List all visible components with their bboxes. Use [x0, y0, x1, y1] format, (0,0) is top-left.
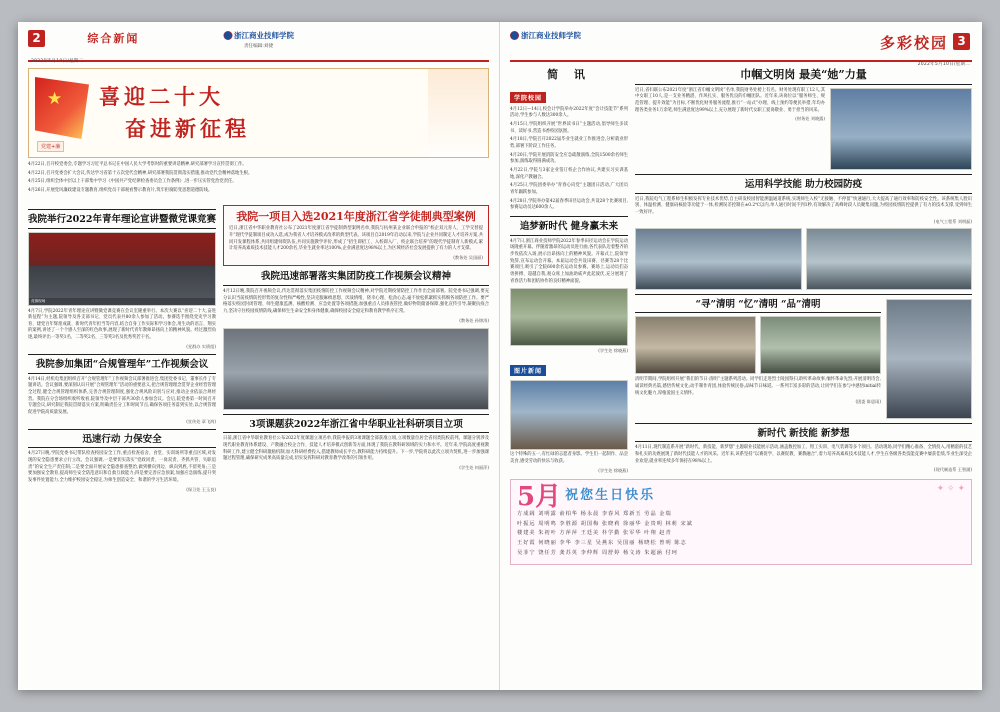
- left-masthead-date: 2022年5月10日/星期二: [31, 59, 84, 64]
- right-article-body-2: [635, 197, 972, 217]
- right-article-photo-0: [510, 288, 628, 346]
- left-section-title: 综合新闻: [87, 32, 140, 45]
- right-article-text-0: 浙江商业技师学院2022年春季田径运动会在学院运动场隆重开幕。伴随着激昂的运动员进行曲,各代表队迈着整齐的步伐依次入场,展示出昂扬向上的精神风貌。开幕式上,院领导致辞,宣布运动会开幕。本届运动会共设田赛、径赛等28个比赛项目,吸引了全院600余名运动员参赛。赛场上,运动员们奋勇拼搏、超越自我,观众席上加油助威声此起彼伏,充分展现了青春活力和团结协作的良好精神面貌。: [510, 238, 629, 284]
- brief-title: 简 讯: [547, 68, 591, 81]
- article-text-2: 学院党委书记带队检查校园安全工作,重点检查宿舍、食堂、实训场所等重点区域,对发现的安全隐患要求立行立改。会议强调,一是要切实落实“党政同责、一岗双责、齐抓共管、失职追责”的安全生产责任制;二是要全面开展安全隐患排查整治,做到横向到边、纵向到底,不留死角;三是要加强安全教育,提高师生安全防范意识和自救互救能力;四是要完善应急预案,加强应急演练,提升突发事件处置能力,全力维护校园安全稳定,为师生创造安全、和谐的学习生活环境。: [28, 451, 216, 484]
- right-article-text-2: 我院电气工程系师生积极发挥专业技术优势,自主研发校园智能测温通道系统,实现师生入校“无接触、不停留”快速通行,大大提高了通行效率和防疫安全性。该系统集人脸识别、体温检测、健康码核验等功能于一体,检测误差控制在±0.2℃以内,单人通行时间不到1秒,有效解决了高峰时段人员聚集问题,为校园疫情防控提供了有力的技术支撑,受到师生一致好评。: [635, 196, 973, 215]
- brief-item-2: 4月18日,学院召开2022届毕业生就业工作推进会,分析就业形势,部署下阶段工作任务。: [510, 137, 628, 150]
- birthday-names: [517, 510, 965, 559]
- right-article-date-3: 清明节期间,: [635, 377, 658, 383]
- article-text-3: 浙江省中华职业教育社公布了2021年度浙江省学徒制典型案例名单,我院与杭州某企业联合申报的“校企双元育人、工学交替提升”现代学徒制项目成功入选,成为我省人才培养模式改革的典型代表。该项目自2019年启动以来,学院与企业共同制定人才培养方案,共同开发课程体系,共同组建师资队伍,共同实施教学评价,形成了“招生即招工、入校即入厂、校企联合培养”的现代学徒制育人新模式,累计培养高素质技术技能人才200余名,毕业生就业率达100%,企业满意度达98%以上,为区域经济社会发展提供了有力的人才支撑。: [229, 226, 483, 252]
- article3-row: [635, 299, 972, 419]
- article3-left: [635, 299, 881, 419]
- article-date-3: 近日,: [229, 226, 240, 232]
- brief-item-3: 4月20日,学院开展消防安全应急疏散演练,全院1500余名师生参加,演练取得圆满成功。: [510, 152, 628, 165]
- left-masthead: [28, 30, 489, 62]
- right-article-date-2: 近日,: [635, 196, 646, 202]
- right-article-date-1: 近日,: [635, 87, 646, 93]
- birthday-names-row-0: 方成阔 刘明露 俞柏华 杨永晨 李春风 郑新玉 劳晶 金瑞: [517, 510, 672, 517]
- right-article-date-4: 4月11日,: [635, 445, 654, 451]
- article-body-5: [223, 436, 489, 463]
- birthday-names-row-4: 吴菲宁 饶任芳 龚苏英 李仲辉 周舒婷 杨文涛 朱超涵 付珂: [517, 550, 678, 557]
- divider-2: [28, 354, 216, 355]
- birthday-month: 5月: [517, 481, 562, 512]
- bullet-1: 4月22日,召开党委会扩大会议,传达学习省第十五次党代会精神,研究部署我院贯彻落实措施,推动党代会精神落地生根。: [28, 170, 253, 176]
- right-article-title-0: 追梦新时代 健身赢未来: [510, 221, 628, 236]
- confetti-icon: ✦ ✧ ✦: [936, 483, 965, 494]
- article-title-1: 我院参加集团“合规管理年”工作视频会议: [28, 359, 216, 374]
- newspaper-logo: [223, 30, 294, 41]
- photo-grid-2: [635, 316, 881, 374]
- divider-3: [28, 429, 216, 430]
- divider-1: [28, 209, 216, 210]
- brief-tag: 学院校园: [510, 92, 546, 103]
- right-article-title-3: “寻”清明 “忆”清明 “品”清明: [635, 299, 881, 314]
- article-text-0: 学院2022年青年理论宣讲暨微党课竞赛在会议室隆重举行。本次大赛以“喜迎二十大,奋进新征程”为主题,院领导及各支部书记、党员代表共80余人参加了活动。参赛选手围绕党史学习教育、建党百年辉煌成就、新时代青年担当等内容,结合自身工作实际和学习体会,用生动的语言、翔实的案例,讲述了一个个感人至深的红色故事,展现了新时代青年教师昂扬向上的精神风貌。经过激烈角逐,最终评出一等奖1名、二等奖2名、三等奖3名及优秀奖若干名。: [28, 308, 216, 341]
- article-date-5: 日前,: [223, 436, 234, 442]
- article-body-4: [223, 289, 489, 316]
- article-title-2: 迅速行动 力保安全: [28, 434, 216, 449]
- grid-photo-1: [635, 228, 802, 290]
- article-byline-5: (学生处 何丽萍): [459, 465, 489, 470]
- right-article-byline-1: (财务处 刘晓露): [795, 116, 825, 122]
- right-article-title-4: 新时代 新技能 新梦想: [635, 428, 972, 443]
- left-col-2: [223, 205, 489, 471]
- banner-star-icon: ★: [47, 89, 63, 109]
- article-date-0: 4月7日,: [28, 308, 44, 314]
- emblem-icon-right: [510, 31, 519, 40]
- birthday-title: 祝您生日快乐: [565, 487, 656, 503]
- banner-flag-icon: [35, 77, 89, 139]
- divider-r3: [635, 294, 972, 295]
- article-date-1: 4月14日,: [28, 376, 47, 382]
- article-byline-2: (保卫处 王玉良): [186, 486, 216, 492]
- article-title-4: 我院迅速部署落实集团防疫工作视频会议精神: [223, 271, 489, 286]
- left-editor-line: 责任编辑:刘捷: [243, 44, 274, 49]
- grid-photo-2: [806, 228, 973, 290]
- right-article-photo-1: [830, 88, 972, 170]
- brief-item-0: 4月12日—14日,校会计学院举办2022年度“会计技能节”系列活动,学生参与人数达300余人。: [510, 106, 628, 119]
- right-article-text-4: 现代制造系开展“新时代、新技能、新梦想”主题职业技能展示活动,涵盖数控加工、钳工实训、电气装调等多个项目。活动现场,同学们精心准备、全情投入,用精湛的技艺和扎实的功底展现了新时代技能人才的风采。近年来,该系坚持“以赛促学、以赛促教、赛教融合”,着力培养高素质技术技能人才,学生在各级各类技能竞赛中屡获佳绩,毕业生深受企业欢迎,就业率连续多年保持在98%以上。: [635, 445, 972, 464]
- divider-r2: [635, 174, 972, 175]
- brief-item-5: 4月25日,学院团委举办“青春心向党”主题团日活动,广大团员青年踊跃参加。: [510, 183, 628, 195]
- newspaper-logo-text-right: 浙江商业技师学院: [521, 31, 581, 40]
- divider-r4: [635, 423, 972, 424]
- birthday-names-row-3: 王好霞 何晓丽 李华 李三星 吴燕东 吴国丽 杨晓松 曾明 陈志: [517, 540, 687, 547]
- article-byline-1: (宣传处 章飞鸿): [186, 418, 216, 424]
- article-title-5: 3项课题获2022年浙江省中华职业社科研项目立项: [223, 419, 489, 434]
- grid-photo-3: [635, 316, 756, 374]
- newspaper-logo-text: 浙江商业技师学院: [234, 31, 294, 40]
- article-title-0: 我院举行2022年青年理论宣讲暨微党课竞赛: [28, 214, 216, 229]
- left-masthead-center: [223, 30, 294, 49]
- bullet-0: 4月22日,召开校党委会,专题学习习近平总书记在中国人民大学考察时的重要讲话精神,研究部署学习宣传贯彻工作。: [28, 162, 247, 167]
- brief-tag-wrap: [510, 85, 628, 104]
- bullet-3: 4月26日,开展党风廉政建设专题教育,组织党员干部观看警示教育片,筑牢拒腐防变思想道德防线。: [28, 187, 213, 193]
- article-text-4: 我院召开视频会议,传达贯彻落实集团疫情防控工作视频会议精神,对学院近期疫情防控工作作出全面部署。院党委书记强调,要充分认识当前疫情防控形势的复杂性和严峻性,坚决克服麻痹思想、厌战情绪、侥幸心理、松劲心态,毫不放松抓紧抓实抓细各项防控工作。要严格落实校园封闭管理、师生健康监测、核酸检测、应急处置等各项措施,加强重点人员排查管控,做好物资储备保障,强化宣传引导,凝聚抗疫合力,坚决守住校园疫情防线,确保师生生命安全和身体健康,确保校园安全稳定和教育教学秩序正常。: [223, 288, 490, 314]
- right-article-text-3: 学院组织开展“我们的节日·清明”主题系列活动。同学们走进烈士陵园祭扫,聆听革命故事,缅怀革命先烈;开展清明诗会,诵读经典名篇,感悟传统文化;动手制作青团,体验传统民俗,品味节日味道。一系列丰富多彩的活动,让同学们在参与中感悟initial传统文化魅力,厚植爱国主义情怀。: [635, 377, 881, 396]
- article-body-0: [28, 309, 216, 342]
- photo-news-tag: 图片新闻: [510, 365, 546, 376]
- grid-photo-5: [886, 299, 972, 419]
- photo-news-image: [510, 380, 628, 450]
- featured-article-3: [223, 205, 489, 266]
- right-section-title: 多彩校园: [879, 34, 948, 52]
- right-page-number: 3: [953, 33, 970, 50]
- left-page: [18, 22, 500, 690]
- newspaper-spread: [18, 22, 982, 690]
- right-article-body-4: [635, 445, 972, 465]
- article-photo-4: [223, 328, 489, 410]
- birthday-block: [510, 479, 972, 565]
- grid-photo-4: [760, 316, 881, 374]
- right-article-date-0: 4月7日,: [510, 238, 526, 244]
- article-byline-4: (教务处 孙锦涛): [459, 317, 489, 323]
- photo-grid-1: [635, 228, 972, 290]
- banner-line1: 喜迎二十大: [99, 84, 224, 109]
- right-article-body-3: [635, 377, 881, 397]
- right-article-byline-4: (现代制造系 王智涵): [933, 467, 972, 473]
- brief-column: [510, 68, 628, 474]
- right-article-text-1: 省妇联公布2021年度“浙江省巾帼文明岗”名单,我院财务处榜上有名。财务处现有职工12人,其中女职工10人,是一支业务精湛、作风扎实、服务优良的巾帼团队。近年来,该岗位以“服务师生、规范管理、提升效能”为目标,不断优化财务服务流程,推行“一站式”办理、线上预约等便民举措,年均办理各类业务1万余笔,师生满意度达99%以上,充分展现了新时代女职工爱岗敬业、勇于担当的风采。: [635, 87, 825, 113]
- article-text-1: 经机电集团组织召开“合规管理年”工作视频会议部署推进会,集团党委书记、董事长作了专题讲话。会议强调,要深刻认识开展“合规管理年”活动的重要意义,把合规管理理念贯穿企业经营管理全过程,健全合规管理组织体系,完善合规管理制度,强化合规风险识别与应对,推动企业依法合规经营。我院在分会场组织收听收看,院领导及中层干部共30余人参加会议。会后,院党委第一时间召开专题会议,研究制定我院贯彻落实方案,明确责任分工和时间节点,确保各项任务落到实处,以合规管理促进学院高质量发展。: [28, 376, 216, 415]
- right-article-byline-0: (学生处 徐晓燕): [598, 348, 628, 354]
- right-page: [500, 22, 982, 690]
- article-text-5: 浙江省中华职业教育社公布2022年度课题立项名单,我院申报的3项课题全部获准立项,立项数量位居全省同类院校前列。课题分别涉及现代职业教育体系建设、产教融合校企合作、技能人才培养模式创新等方面,体现了我院在教科研领域的实力和水平。近年来,学院高度重视教科研工作,建立健全科研激励机制,加大科研经费投入,搭建教师成长平台,教科研能力持续提升。下一步,学院将以此次立项为契机,进一步加强课题过程管理,确保研究成果高质量完成,切实发挥科研对教育教学改革的引领作用。: [223, 436, 490, 462]
- article-body-1: [28, 377, 216, 417]
- birthday-names-row-2: 楼建美 朱初叶 方萍萍 王廷美 朴学勤 张军华 叶翔 赵青: [517, 530, 672, 537]
- divider-r1: [510, 216, 628, 217]
- article3-sidebar: [886, 299, 972, 419]
- right-article-title-2: 运用科学技能 助力校园防疫: [635, 179, 972, 194]
- newspaper-logo-right: [510, 30, 581, 41]
- left-page-number: 2: [28, 30, 45, 47]
- right-masthead-date: 2022年5月10日/星期二: [917, 62, 970, 67]
- birthday-names-row-1: 叶振远 周明鸣 李胜源 胡国梅 张晓莉 徐丽华 金贵明 林莉 宋斌: [517, 520, 693, 527]
- article-date-2: 4月27日晚,: [28, 451, 51, 457]
- right-article-byline-3: (团委 陈思雨): [855, 399, 881, 405]
- brief-item-4: 4月22日,学院与3家企业签订校企合作协议,共建实习实训基地,深化产教融合。: [510, 168, 628, 180]
- article-date-4: 4月12日晚,: [223, 288, 246, 294]
- left-col-1: [28, 205, 216, 493]
- article1-row: [635, 88, 972, 170]
- right-article-title-1: 巾帼文明岗 最美“她”力量: [635, 68, 972, 85]
- article-byline-0: (党群办 实绩组): [186, 343, 216, 349]
- brief-item-6: 4月28日,学院举办第42届春季田径运动会,共设28个比赛项目,参赛运动员达600余人。: [510, 198, 628, 211]
- article-body-2: [28, 451, 216, 484]
- right-masthead: [510, 30, 972, 67]
- lead-bullets: [18, 158, 499, 195]
- article-body-3: [229, 226, 483, 253]
- right-article-body-0: [510, 239, 628, 286]
- bullet-2: 4月25日,组织全体中层以上干部集中学习《中国共产党纪律检查委员会工作条例》,进一步压实管党治党责任。: [28, 179, 237, 185]
- celebration-banner: [28, 68, 489, 158]
- photo-news-caption: 这个特殊的五一,有忙碌的志愿者身影。学生们一起制作、品尝美食,感受劳动的快乐与收获。: [510, 452, 628, 465]
- article-photo-0: [28, 232, 216, 306]
- right-article-byline-2: (电气工程系 刘明磊): [933, 218, 972, 224]
- right-main-column: [635, 68, 972, 473]
- emblem-icon: [223, 31, 232, 40]
- photo-news-byline: (学生处 徐晓燕): [598, 467, 628, 473]
- article-title-3: 我院一项目入选2021年度浙江省学徒制典型案例: [236, 209, 476, 223]
- article-byline-3: (教务处 吴国丽): [453, 255, 483, 260]
- article-photo-caption-0: 竞赛现场: [29, 298, 215, 305]
- banner-line2: 奋进新征程: [125, 116, 250, 141]
- divider-4: [223, 414, 489, 415]
- photo-news-tag-wrap: [510, 358, 628, 377]
- banner-subtitle: 党建+廉: [37, 141, 64, 152]
- brief-item-1: 4月15日,学院组织开展“世界读书日”主题活动,倡导师生多读书、读好书,营造书香校园氛围。: [510, 122, 628, 134]
- right-article-body-1: [635, 88, 825, 170]
- banner-ribbon: [428, 69, 488, 157]
